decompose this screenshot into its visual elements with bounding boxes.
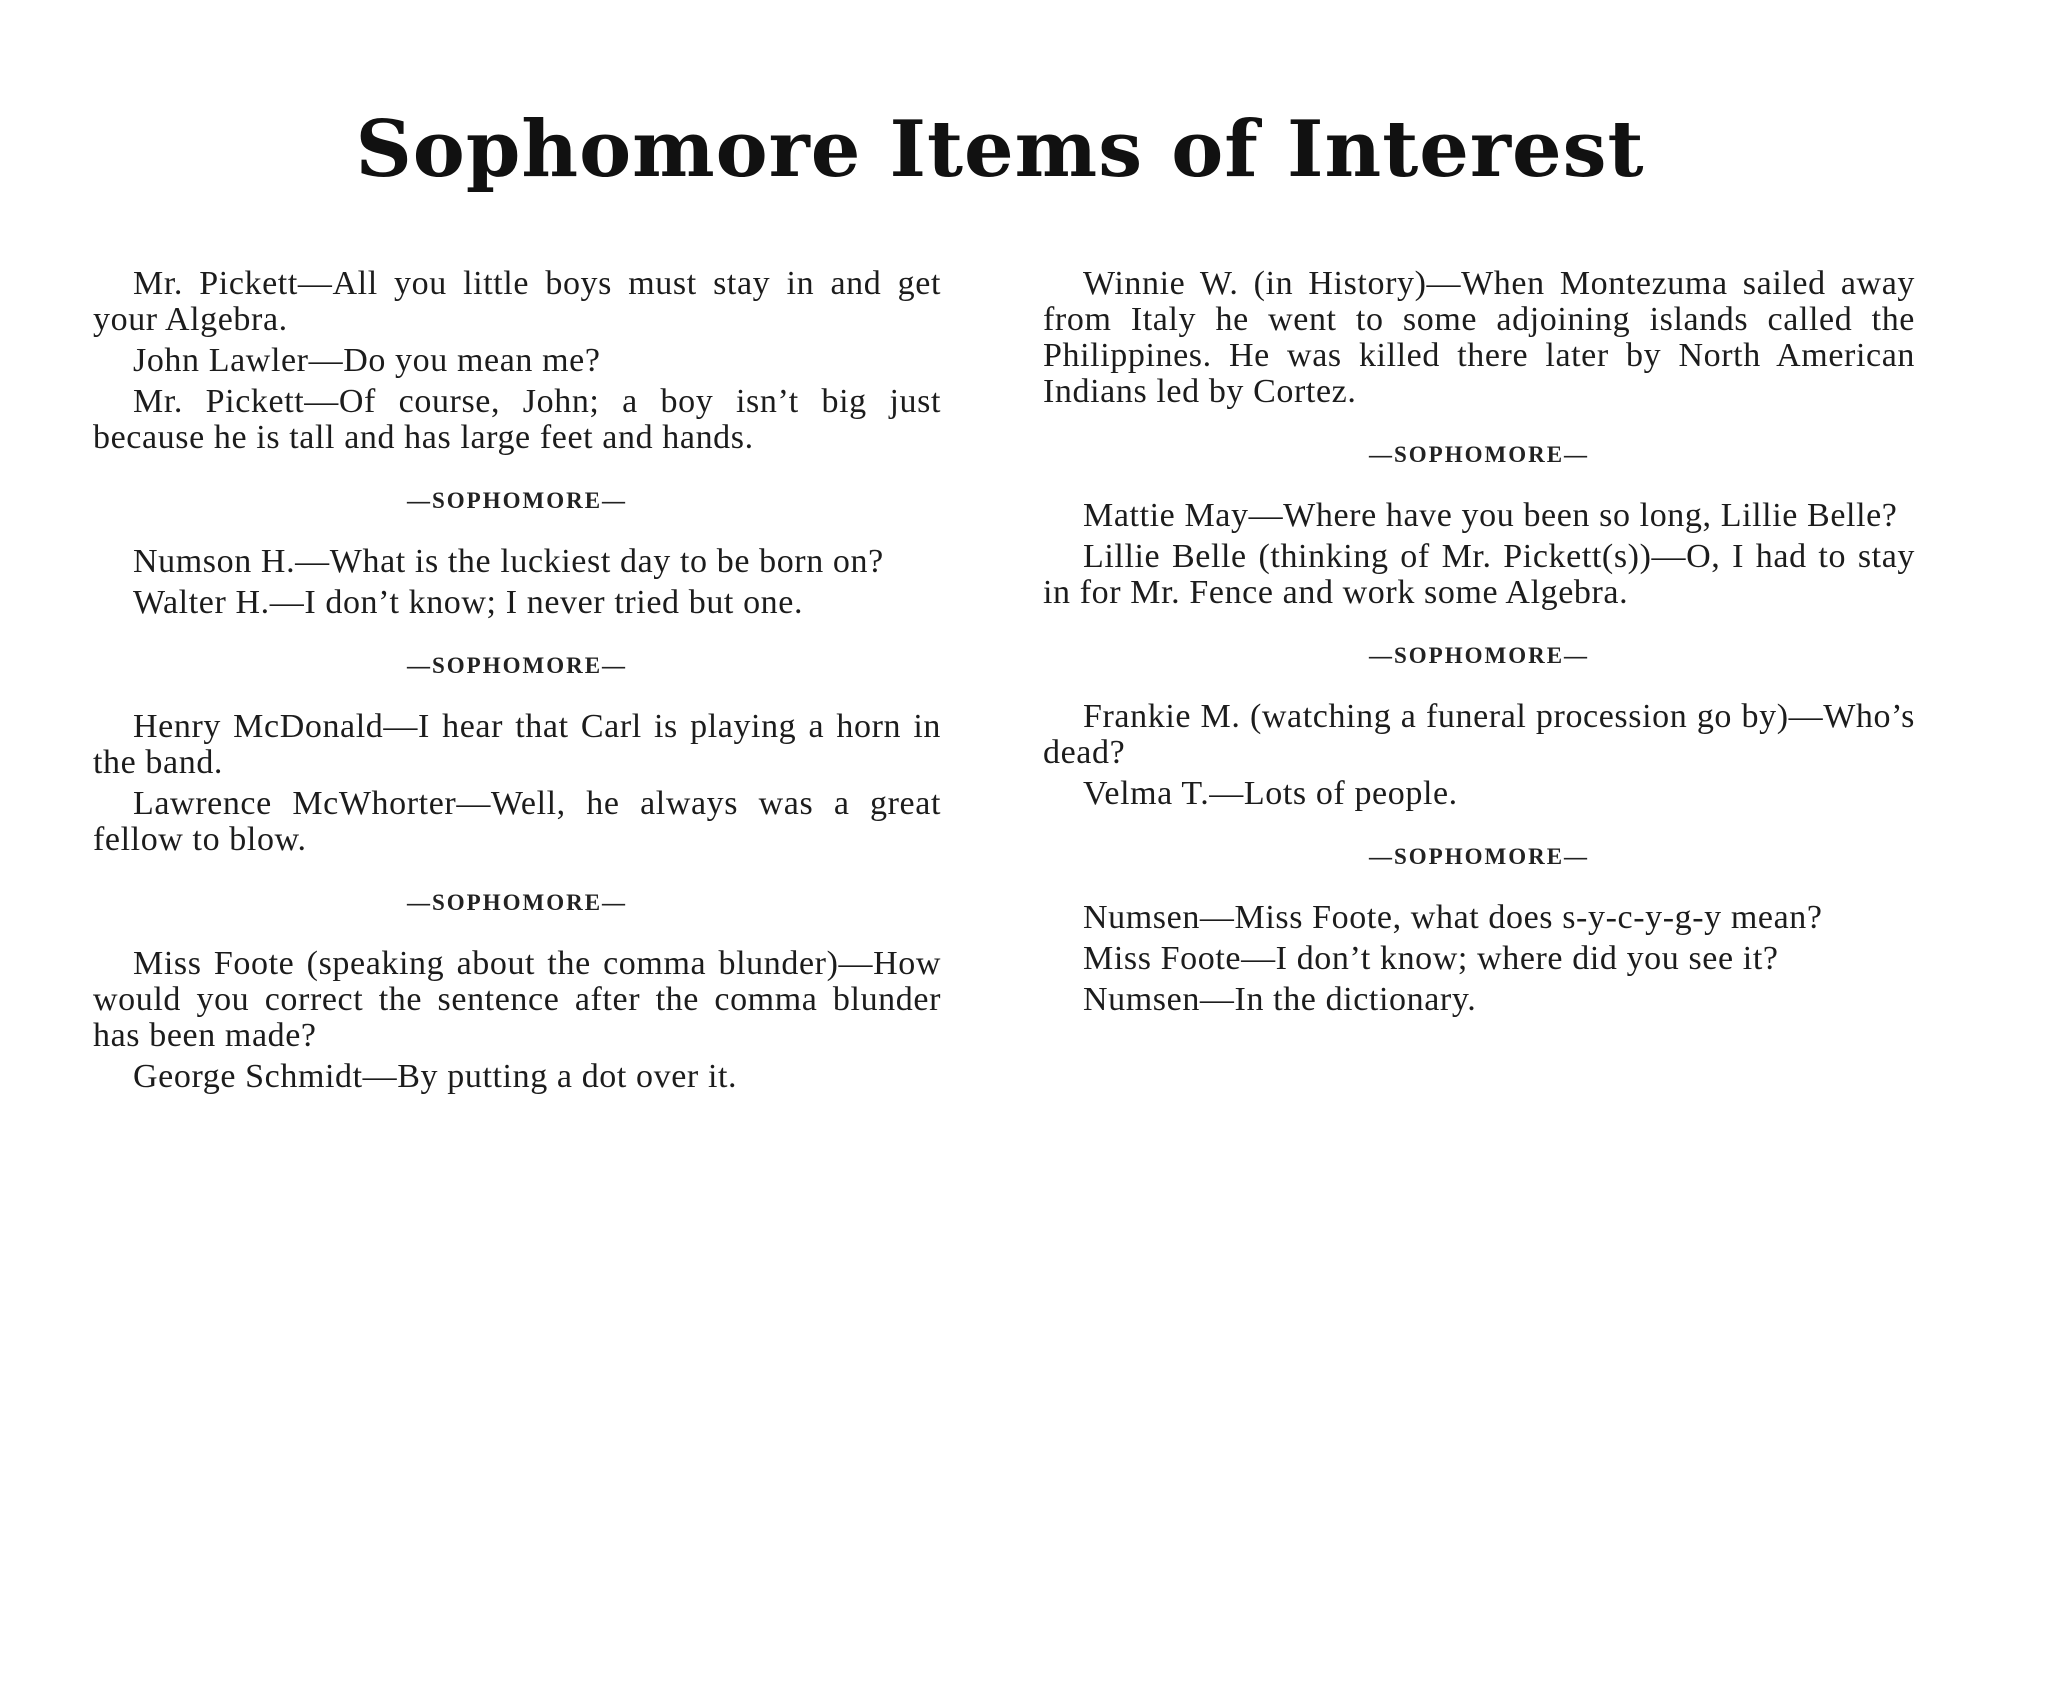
sophomore-separator: —SOPHOMORE— [1368, 643, 1590, 668]
item-paragraph: Miss Foote (speaking about the comma blunder)—How would you correct the sentence after the comma blunder has been made? [93, 945, 941, 1054]
item-paragraph: Winnie W. (in History)—When Montezuma sailed away from Italy he went to some adjoining islands called the Philippines. He was killed there later by North American Indians led by Cortez. [1043, 265, 1915, 410]
item-paragraph: Henry McDonald—I hear that Carl is playing a horn in the band. [93, 708, 941, 781]
item-paragraph: Velma T.—Lots of people. [1083, 775, 1458, 812]
item-paragraph: Mr. Pickett—All you little boys must stay in and get your Algebra. [93, 265, 941, 338]
sophomore-separator: —SOPHOMORE— [1368, 442, 1590, 467]
item-paragraph: Mattie May—Where have you been so long, Lillie Belle? [1083, 497, 1898, 534]
sophomore-separator: —SOPHOMORE— [406, 653, 628, 678]
item-paragraph: John Lawler—Do you mean me? [133, 342, 601, 379]
item-paragraph: George Schmidt—By putting a dot over it. [133, 1058, 738, 1095]
sophomore-separator: —SOPHOMORE— [1368, 844, 1590, 869]
item-paragraph: Numsen—Miss Foote, what does s-y-c-y-g-y mean? [1083, 899, 1823, 936]
item-paragraph: Walter H.—I don’t know; I never tried but one. [133, 584, 804, 621]
item-paragraph: Numson H.—What is the luckiest day to be born on? [133, 543, 884, 580]
right-column [1043, 266, 1915, 1023]
item-paragraph: Numsen—In the dictionary. [1083, 981, 1477, 1018]
page-title: Sophomore Items of Interest [355, 104, 1645, 195]
item-paragraph: Mr. Pickett—Of course, John; a boy isn’t big just because he is tall and has large feet and hands. [93, 383, 941, 456]
item-paragraph: Frankie M. (watching a funeral procession go by)—Who’s dead? [1043, 698, 1915, 771]
sophomore-separator: —SOPHOMORE— [406, 890, 628, 915]
item-paragraph: Lillie Belle (thinking of Mr. Pickett(s))—O, I had to stay in for Mr. Fence and work some Algebra. [1043, 538, 1915, 611]
item-paragraph: Miss Foote—I don’t know; where did you see it? [1083, 940, 1779, 977]
item-paragraph: Lawrence McWhorter—Well, he always was a great fellow to blow. [93, 785, 941, 858]
left-column [93, 266, 941, 1100]
sophomore-separator: —SOPHOMORE— [406, 488, 628, 513]
